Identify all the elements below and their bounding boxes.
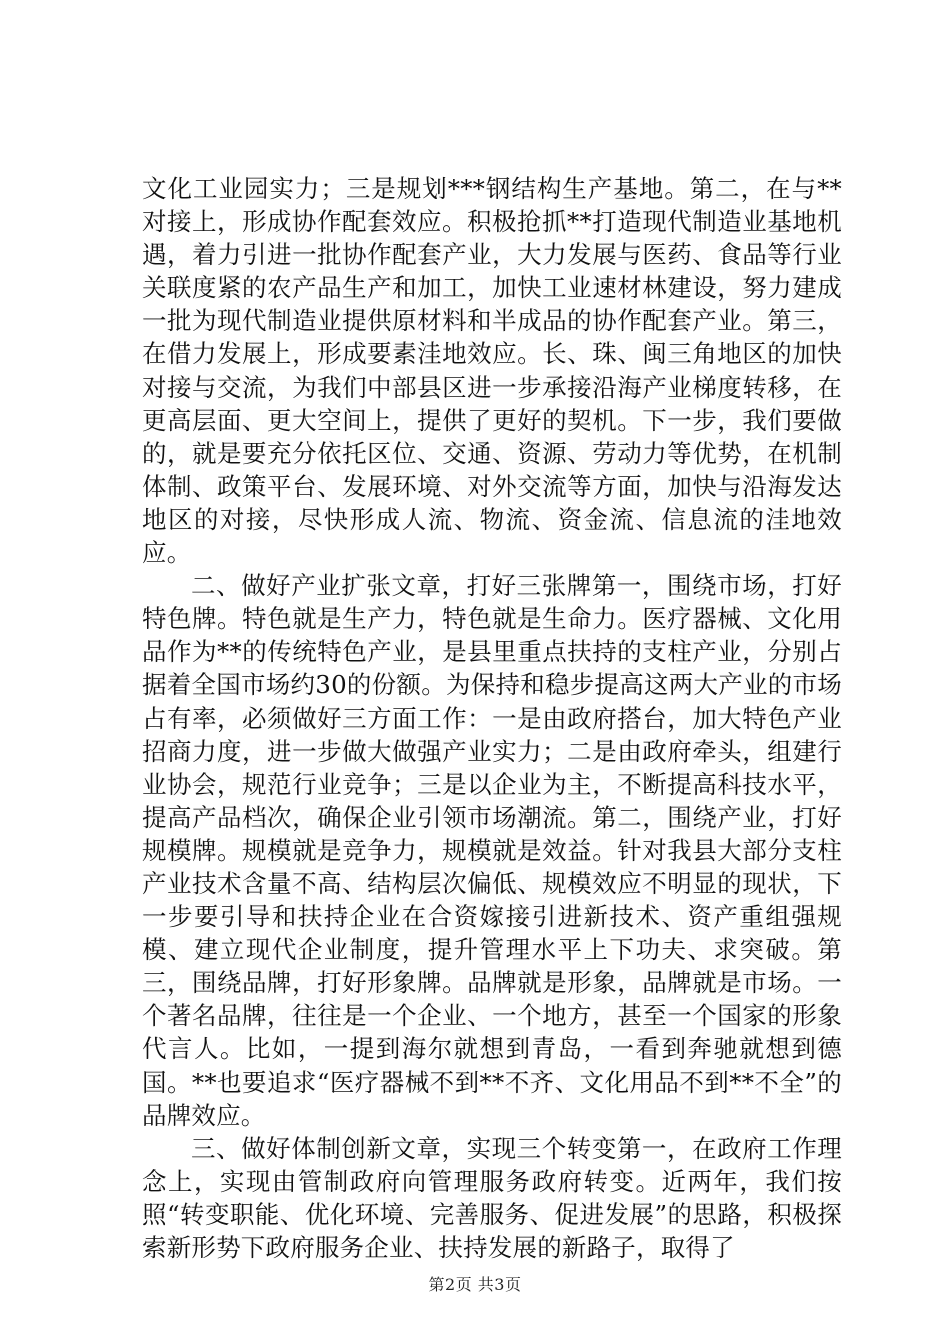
document-body — [142, 172, 842, 1264]
paragraph-2: 二、做好产业扩张文章，打好三张牌第一，围绕市场，打好特色牌。特色就是生产力，特色就是生命力。医疗器械、文化用品作为**的传统特色产业，是县里重点扶持的支柱产业，分别占据着全国市场约30的份额。为保持和稳步提高这两大产业的市场占有率，必须做好三方面工作：一是由政府搭台，加大特色产业招商力度，进一步做大做强产业实力；二是由政府牵头，组建行业协会，规范行业竞争；三是以企业为主，不断提高科技水平，提高产品档次，确保企业引领市场潮流。第二，围绕产业，打好规模牌。规模就是竞争力，规模就是效益。针对我县大部分支柱产业技术含量不高、结构层次偏低、规模效应不明显的现状，下一步要引导和扶持企业在合资嫁接引进新技术、资产重组强规模、建立现代企业制度，提升管理水平上下功夫、求突破。第三，围绕品牌，打好形象牌。品牌就是形象，品牌就是市场。一个著名品牌，往往是一个企业、一个地方，甚至一个国家的形象代言人。比如，一提到海尔就想到青岛，一看到奔驰就想到德国。**也要追求“医疗器械不到**不齐、文化用品不到**不全”的品牌效应。 — [142, 571, 842, 1130]
paragraph-3: 三、做好体制创新文章，实现三个转变第一，在政府工作理念上，实现由管制政府向管理服务政府转变。近两年，我们按照“转变职能、优化环境、完善服务、促进发展”的思路，积极探索新形势下政府服务企业、扶持发展的新路子，取得了 — [142, 1133, 842, 1262]
page-footer: 第2页 共3页 — [428, 1275, 522, 1294]
paragraph-1: 文化工业园实力；三是规划***钢结构生产基地。第二，在与**对接上，形成协作配套效应。积极抢抓**打造现代制造业基地机遇，着力引进一批协作配套产业，大力发展与医药、食品等行业关联度紧的农产品生产和加工，加快工业速材林建设，努力建成一批为现代制造业提供原材料和半成品的协作配套产业。第三，在借力发展上，形成要素洼地效应。长、珠、闽三角地区的加快对接与交流，为我们中部县区进一步承接沿海产业梯度转移，在更高层面、更大空间上，提供了更好的契机。下一步，我们要做的，就是要充分依托区位、交通、资源、劳动力等优势，在机制体制、政策平台、发展环境、对外交流等方面，加快与沿海发达地区的对接，尽快形成人流、物流、资金流、信息流的洼地效应。 — [142, 174, 842, 568]
